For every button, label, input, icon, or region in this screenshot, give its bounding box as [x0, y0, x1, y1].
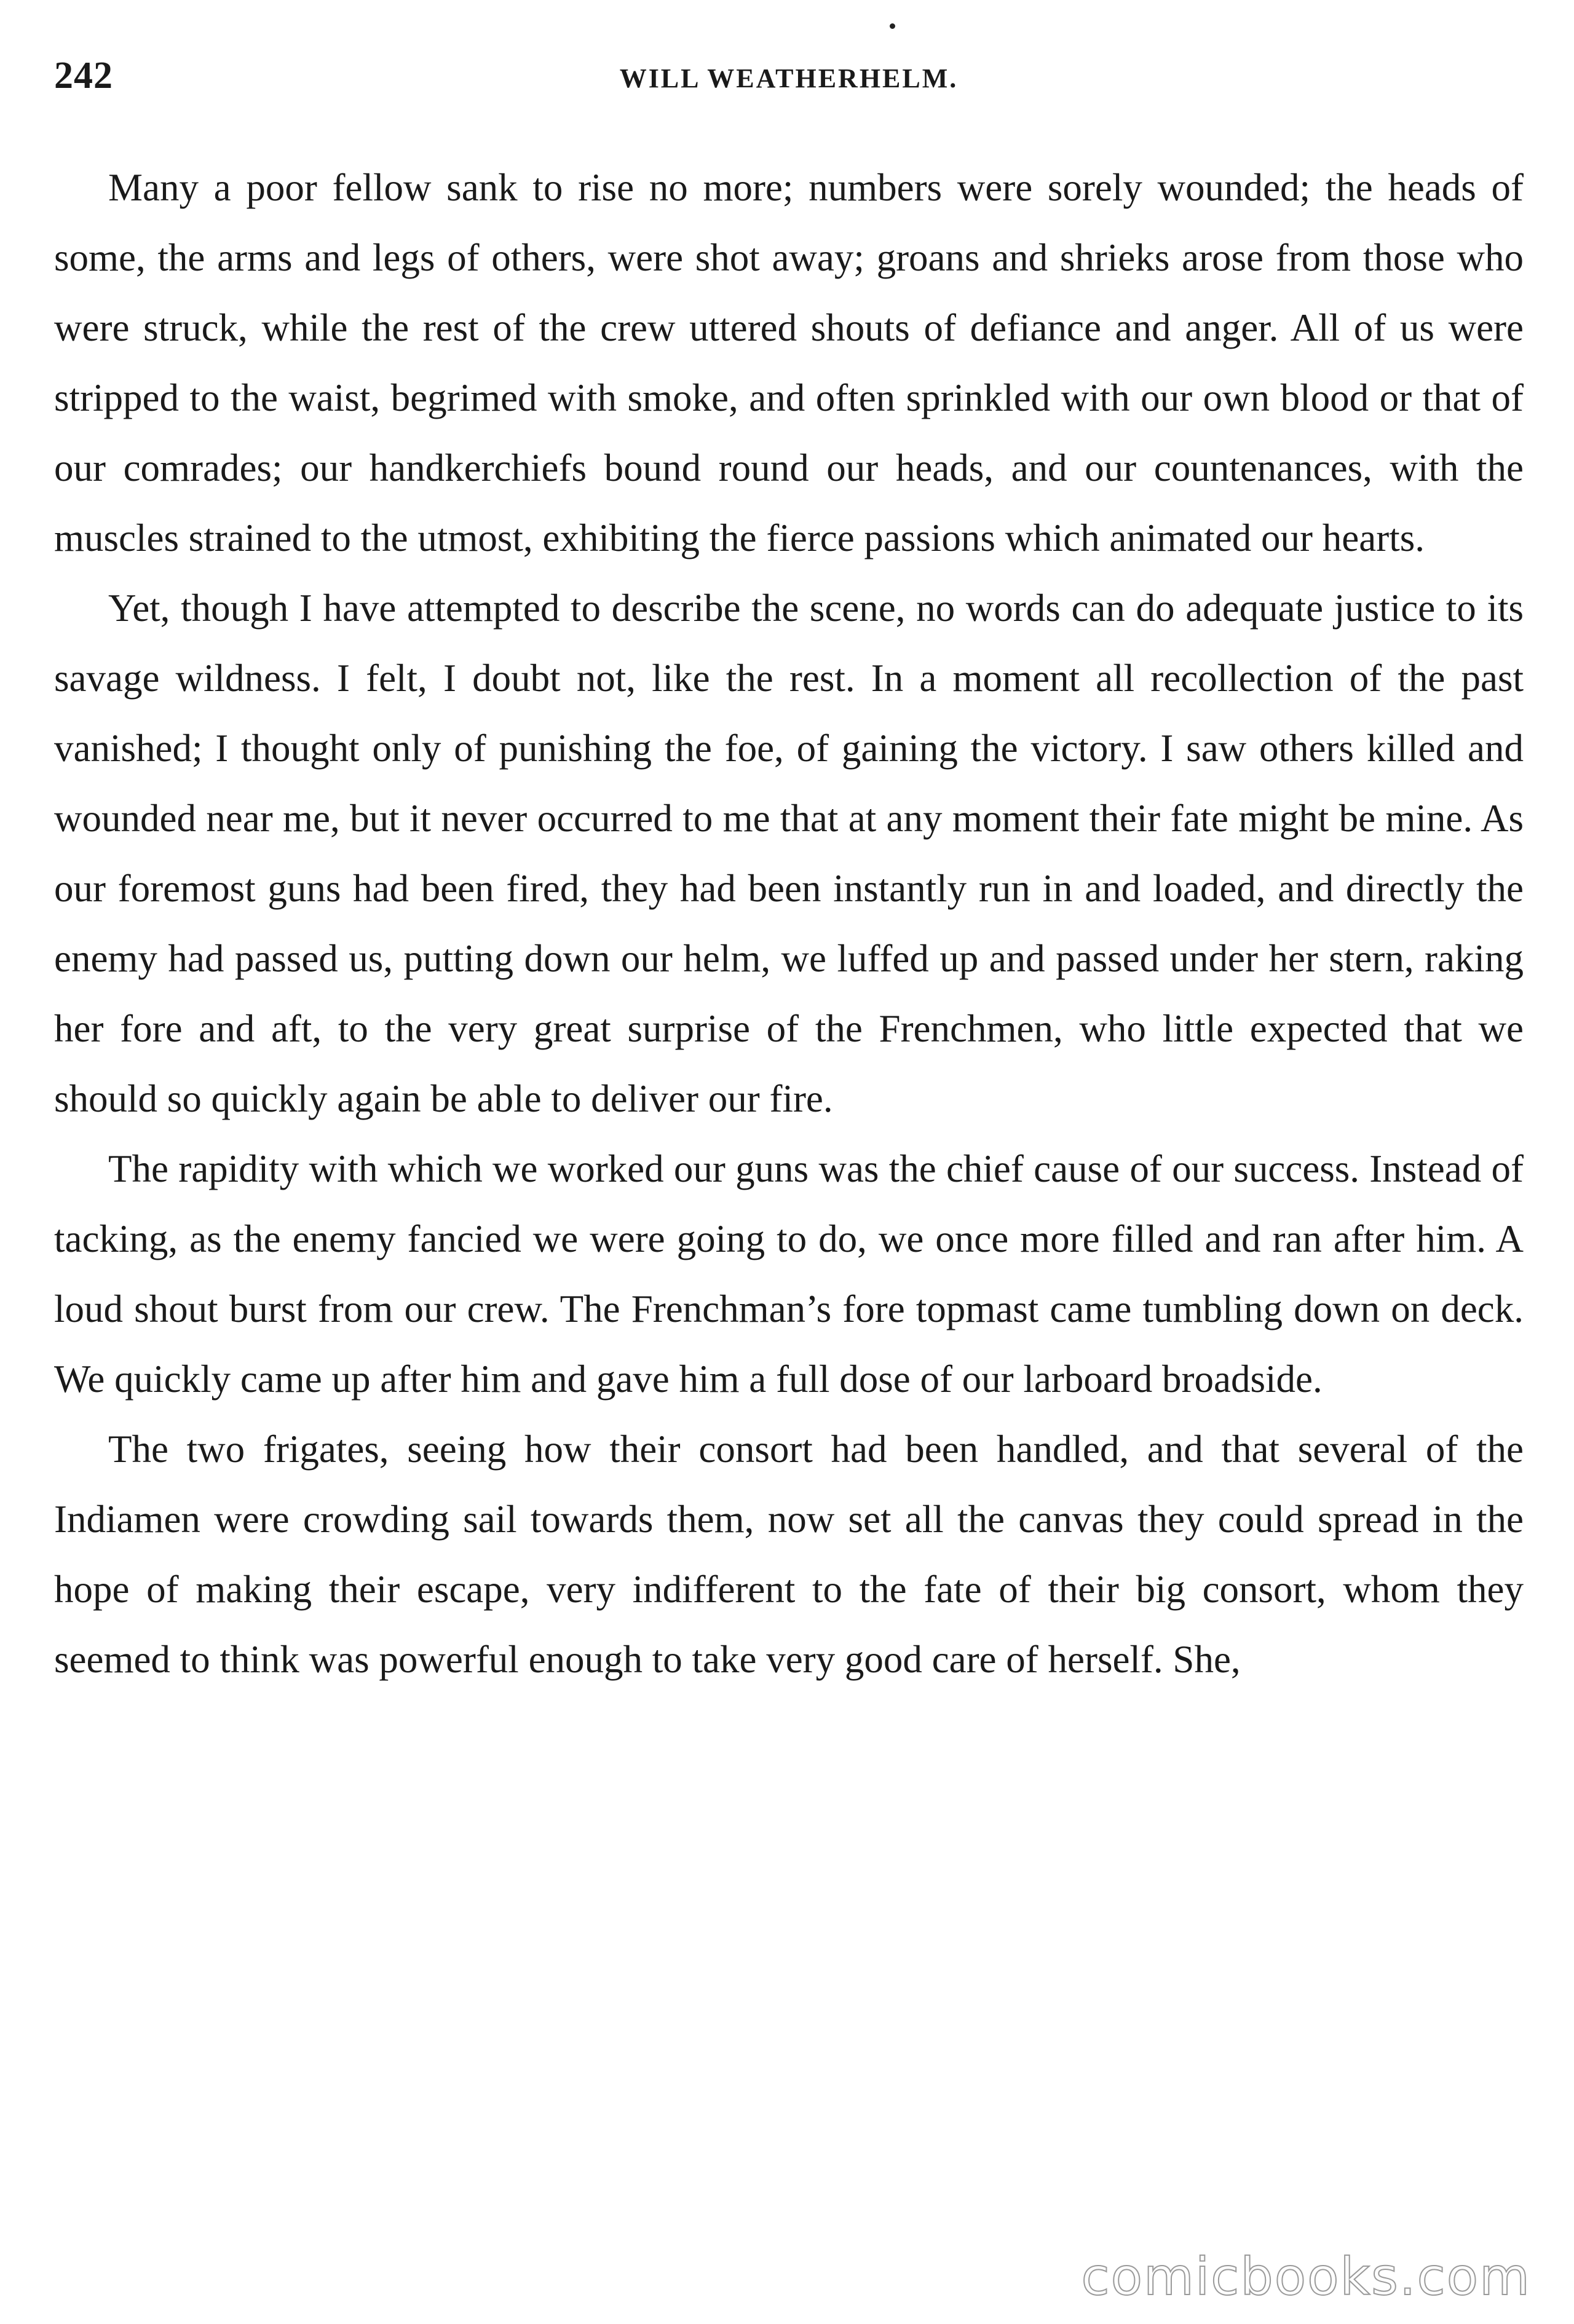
watermark-logo: comicbooks.com: [1081, 2247, 1531, 2307]
body-text: [54, 152, 1524, 1694]
paragraph-4: The two frigates, seeing how their consort had been handled, and that several of the Indiamen were crowding sail towards them, now set all the canvas they could spread in the hope of making their escape, very indifferent to the fate of their big consort, whom they seemed to think was powerful enough to take very good care of herself. She,: [54, 1428, 1524, 1681]
paragraph-3: The rapidity with which we worked our guns was the chief cause of our success. Instead of tacking, as the enemy fancied we were going to do, we once more filled and ran after him. A loud shout burst from our crew. The Frenchman’s fore topmast came tumbling down on deck. We quickly came up after him and gave him a full dose of our larboard broadside.: [54, 1147, 1524, 1401]
paragraph-2: Yet, though I have attempted to describe the scene, no words can do adequate justice to its savage wildness. I felt, I doubt not, like the rest. In a moment all recollection of the past vanished; I thought only of punishing the foe, of gaining the victory. I saw others killed and wounded near me, but it never occurred to me that at any moment their fate might be mine. As our foremost guns had been fired, they had been instantly run in and loaded, and directly the enemy had passed us, putting down our helm, we luffed up and passed under her stern, raking her fore and aft, to the very great surprise of the Frenchmen, who little expected that we should so quickly again be able to deliver our fire.: [54, 587, 1524, 1120]
running-head-title: WILL WEATHERHELM.: [619, 63, 959, 93]
page-header: [54, 54, 1524, 109]
paragraph-1: Many a poor fellow sank to rise no more; numbers were sorely wounded; the heads of some, the arms and legs of others, were shot away; groans and shrieks arose from those who were struck, while the rest of the crew uttered shouts of defiance and anger. All of us were stripped to the waist, begrimed with smoke, and often sprinkled with our own blood or that of our comrades; our handkerchiefs bound round our heads, and our countenances, with the muscles strained to the utmost, exhibiting the fierce passions which animated our hearts.: [54, 166, 1524, 559]
printer-dot-mark: [890, 23, 895, 29]
page-number: 242: [54, 55, 113, 97]
